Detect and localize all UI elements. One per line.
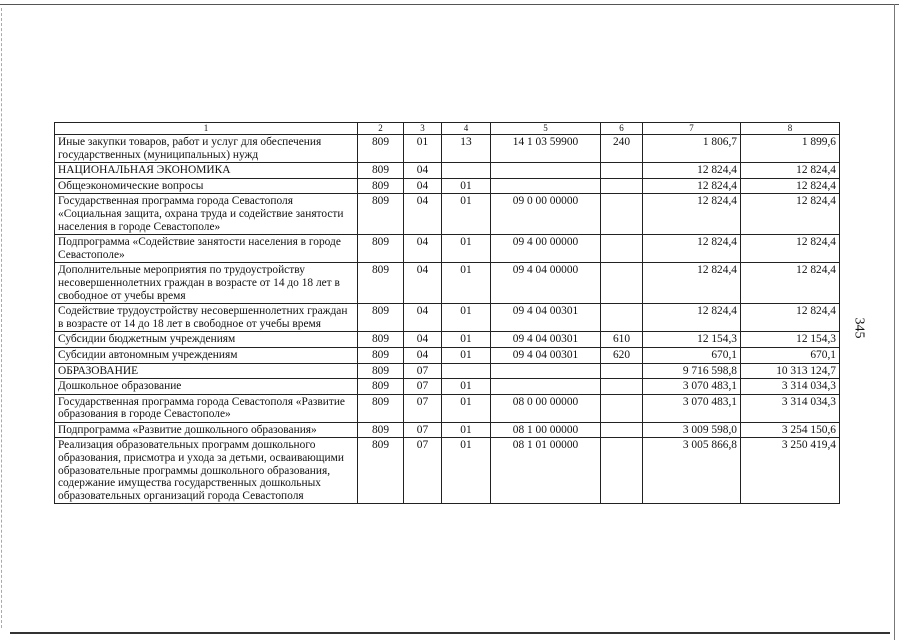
table-row: [55, 394, 840, 422]
cell-amount-year-1: 670,1: [643, 347, 741, 363]
cell-amount-year-1: 3 070 483,1: [643, 394, 741, 422]
cell-name: Государственная программа города Севастополя «Социальная защита, охрана труда и содействие занятости населения в городе Севастополе»: [55, 194, 358, 235]
cell-name: Дошкольное образование: [55, 379, 358, 395]
table-body: [55, 135, 840, 504]
cell-expense-type: 620: [601, 347, 643, 363]
cell-ministry-code: 809: [358, 163, 404, 179]
cell-section: 04: [404, 178, 442, 194]
cell-amount-year-1: 12 824,4: [643, 235, 741, 263]
cell-amount-year-1: 12 824,4: [643, 263, 741, 304]
cell-expense-type: 610: [601, 332, 643, 348]
column-number-7: 7: [643, 123, 741, 135]
cell-ministry-code: 809: [358, 363, 404, 379]
cell-expense-type: [601, 163, 643, 179]
cell-section: 04: [404, 332, 442, 348]
cell-target-article: 09 4 04 00000: [491, 263, 601, 304]
cell-ministry-code: 809: [358, 235, 404, 263]
cell-target-article: 09 4 04 00301: [491, 304, 601, 332]
cell-subsection: 01: [442, 194, 491, 235]
cell-target-article: 09 4 04 00301: [491, 347, 601, 363]
cell-name: Государственная программа города Севастополя «Развитие образования в городе Севастополе»: [55, 394, 358, 422]
cell-amount-year-2: 12 824,4: [741, 163, 840, 179]
cell-amount-year-1: 12 824,4: [643, 178, 741, 194]
cell-expense-type: [601, 438, 643, 504]
cell-expense-type: [601, 178, 643, 194]
scan-edge-dashes: [1, 8, 2, 628]
column-number-5: 5: [491, 123, 601, 135]
cell-section: 07: [404, 422, 442, 438]
cell-amount-year-1: 3 005 866,8: [643, 438, 741, 504]
cell-amount-year-2: 12 824,4: [741, 235, 840, 263]
column-number-2: 2: [358, 123, 404, 135]
table-row: [55, 363, 840, 379]
cell-subsection: 01: [442, 347, 491, 363]
cell-section: 04: [404, 263, 442, 304]
column-number-3: 3: [404, 123, 442, 135]
cell-ministry-code: 809: [358, 438, 404, 504]
page-right-border: [894, 4, 895, 640]
cell-target-article: 09 0 00 00000: [491, 194, 601, 235]
cell-subsection: 01: [442, 438, 491, 504]
cell-name: Субсидии автономным учреждениям: [55, 347, 358, 363]
cell-name: Подпрограмма «Развитие дошкольного образования»: [55, 422, 358, 438]
cell-ministry-code: 809: [358, 379, 404, 395]
cell-amount-year-2: 12 824,4: [741, 178, 840, 194]
cell-ministry-code: 809: [358, 422, 404, 438]
cell-section: 04: [404, 304, 442, 332]
cell-amount-year-1: 1 806,7: [643, 135, 741, 163]
page-bottom-border: [10, 632, 890, 634]
cell-ministry-code: 809: [358, 263, 404, 304]
column-number-8: 8: [741, 123, 840, 135]
cell-expense-type: [601, 235, 643, 263]
cell-ministry-code: 809: [358, 194, 404, 235]
cell-section: 04: [404, 194, 442, 235]
cell-target-article: 08 1 00 00000: [491, 422, 601, 438]
cell-ministry-code: 809: [358, 135, 404, 163]
table-row: [55, 194, 840, 235]
cell-amount-year-2: 3 314 034,3: [741, 379, 840, 395]
cell-name: Общеэкономические вопросы: [55, 178, 358, 194]
cell-subsection: 01: [442, 394, 491, 422]
cell-expense-type: 240: [601, 135, 643, 163]
cell-name: Дополнительные мероприятия по трудоустройству несовершеннолетних граждан в возрасте от 14 до 18 лет в свободное от учебы время: [55, 263, 358, 304]
cell-subsection: 13: [442, 135, 491, 163]
table-row: [55, 379, 840, 395]
cell-target-article: [491, 163, 601, 179]
cell-target-article: [491, 178, 601, 194]
cell-section: 04: [404, 347, 442, 363]
cell-target-article: 14 1 03 59900: [491, 135, 601, 163]
cell-amount-year-2: 10 313 124,7: [741, 363, 840, 379]
page-top-border: [0, 4, 899, 5]
budget-table: [54, 122, 840, 504]
cell-section: 01: [404, 135, 442, 163]
cell-name: Содействие трудоустройству несовершеннолетних граждан в возрасте от 14 до 18 лет в свободное от учебы время: [55, 304, 358, 332]
cell-amount-year-2: 12 824,4: [741, 194, 840, 235]
cell-subsection: 01: [442, 422, 491, 438]
cell-section: 04: [404, 235, 442, 263]
cell-target-article: [491, 363, 601, 379]
cell-section: 07: [404, 379, 442, 395]
cell-target-article: 09 4 04 00301: [491, 332, 601, 348]
cell-subsection: 01: [442, 304, 491, 332]
cell-amount-year-2: 670,1: [741, 347, 840, 363]
cell-amount-year-2: 1 899,6: [741, 135, 840, 163]
cell-amount-year-1: 12 824,4: [643, 304, 741, 332]
cell-target-article: 08 1 01 00000: [491, 438, 601, 504]
cell-subsection: [442, 363, 491, 379]
cell-amount-year-1: 3 070 483,1: [643, 379, 741, 395]
cell-amount-year-1: 9 716 598,8: [643, 363, 741, 379]
table-row: [55, 438, 840, 504]
cell-target-article: [491, 379, 601, 395]
cell-name: Иные закупки товаров, работ и услуг для обеспечения государственных (муниципальных) нужд: [55, 135, 358, 163]
column-number-4: 4: [442, 123, 491, 135]
cell-name: ОБРАЗОВАНИЕ: [55, 363, 358, 379]
cell-subsection: 01: [442, 178, 491, 194]
cell-amount-year-2: 12 824,4: [741, 263, 840, 304]
column-number-6: 6: [601, 123, 643, 135]
cell-name: Субсидии бюджетным учреждениям: [55, 332, 358, 348]
cell-target-article: 08 0 00 00000: [491, 394, 601, 422]
cell-amount-year-2: 12 154,3: [741, 332, 840, 348]
cell-subsection: 01: [442, 332, 491, 348]
cell-subsection: [442, 163, 491, 179]
cell-expense-type: [601, 363, 643, 379]
table-row: [55, 163, 840, 179]
cell-amount-year-1: 3 009 598,0: [643, 422, 741, 438]
cell-section: 07: [404, 363, 442, 379]
cell-expense-type: [601, 394, 643, 422]
cell-ministry-code: 809: [358, 304, 404, 332]
cell-subsection: 01: [442, 263, 491, 304]
table-row: [55, 235, 840, 263]
cell-expense-type: [601, 263, 643, 304]
cell-subsection: 01: [442, 379, 491, 395]
cell-name: Реализация образовательных программ дошкольного образования, присмотра и ухода за детьми, осваивающими образовательные программы дошкольного образования, содержание имущества государственных дошкольных образовательных организаций города Севастополя: [55, 438, 358, 504]
table-row: [55, 263, 840, 304]
cell-name: Подпрограмма «Содействие занятости населения в городе Севастополе»: [55, 235, 358, 263]
cell-expense-type: [601, 194, 643, 235]
cell-name: НАЦИОНАЛЬНАЯ ЭКОНОМИКА: [55, 163, 358, 179]
table-row: [55, 178, 840, 194]
cell-ministry-code: 809: [358, 178, 404, 194]
column-number-1: 1: [55, 123, 358, 135]
cell-amount-year-2: 12 824,4: [741, 304, 840, 332]
cell-subsection: 01: [442, 235, 491, 263]
cell-section: 04: [404, 163, 442, 179]
cell-ministry-code: 809: [358, 394, 404, 422]
column-number-row: [55, 123, 840, 135]
cell-amount-year-1: 12 824,4: [643, 163, 741, 179]
cell-expense-type: [601, 422, 643, 438]
cell-target-article: 09 4 00 00000: [491, 235, 601, 263]
table-row: [55, 304, 840, 332]
cell-ministry-code: 809: [358, 347, 404, 363]
cell-section: 07: [404, 438, 442, 504]
table-row: [55, 332, 840, 348]
table-row: [55, 422, 840, 438]
table-row: [55, 347, 840, 363]
cell-amount-year-1: 12 824,4: [643, 194, 741, 235]
cell-expense-type: [601, 304, 643, 332]
cell-ministry-code: 809: [358, 332, 404, 348]
cell-amount-year-2: 3 314 034,3: [741, 394, 840, 422]
table-row: [55, 135, 840, 163]
cell-amount-year-2: 3 254 150,6: [741, 422, 840, 438]
page-number: 345: [851, 317, 867, 339]
cell-amount-year-1: 12 154,3: [643, 332, 741, 348]
cell-section: 07: [404, 394, 442, 422]
cell-amount-year-2: 3 250 419,4: [741, 438, 840, 504]
cell-expense-type: [601, 379, 643, 395]
